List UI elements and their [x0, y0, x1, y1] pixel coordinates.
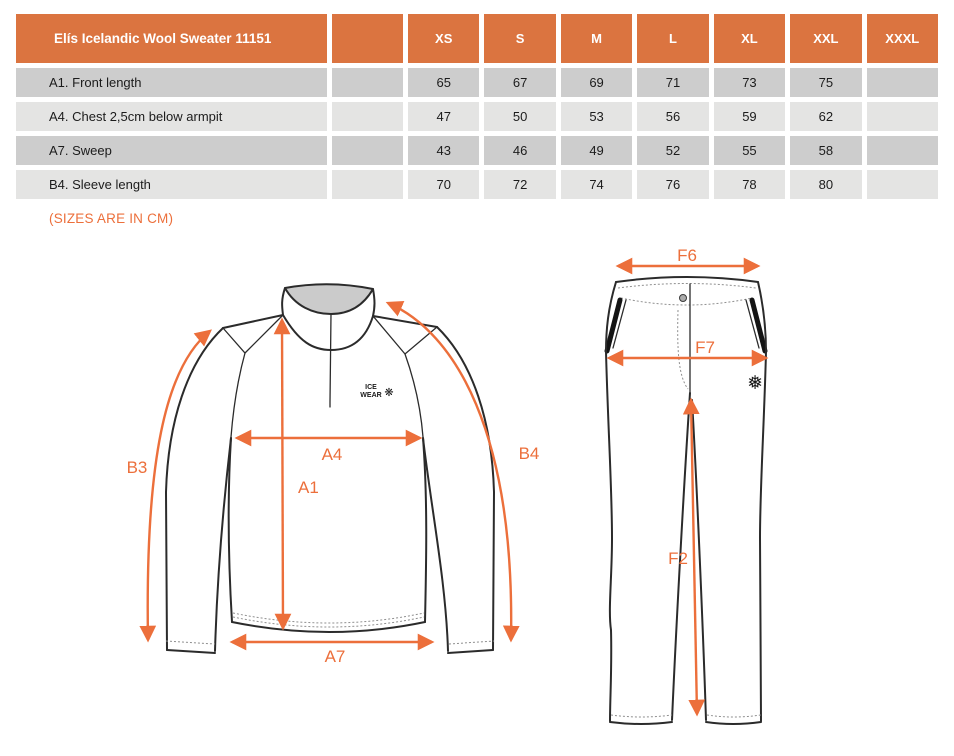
value-cell: 75 [790, 68, 861, 97]
pants-waistband [616, 277, 758, 305]
row-label-cell: A4. Chest 2,5cm below armpit [16, 102, 327, 131]
sweater-body [229, 438, 426, 632]
value-cell: 46 [484, 136, 555, 165]
value-cell: 65 [408, 68, 479, 97]
measurement-label-a7: A7 [324, 647, 346, 666]
sizes-unit-note: (SIZES ARE IN CM) [49, 211, 174, 226]
value-cell [867, 68, 938, 97]
measurement-label-a4: A4 [321, 445, 343, 464]
value-cell [867, 170, 938, 199]
value-cell: 70 [408, 170, 479, 199]
value-cell: 78 [714, 170, 785, 199]
value-cell: 50 [484, 102, 555, 131]
value-cell [867, 102, 938, 131]
sweater-diagram [105, 262, 565, 682]
collar-opening [285, 284, 373, 314]
measurement-arrow-a1 [282, 320, 283, 628]
value-cell: 52 [637, 136, 708, 165]
size-header-cell: L [637, 14, 708, 63]
row-label-cell: A7. Sweep [16, 136, 327, 165]
measurement-label-a1: A1 [298, 478, 319, 497]
value-cell: 58 [790, 136, 861, 165]
table-title: Elís Icelandic Wool Sweater 11151 [16, 14, 327, 63]
size-header-cell: XXXL [867, 14, 938, 63]
size-table [16, 14, 938, 199]
pants-snowflake-icon: ❅ [747, 372, 763, 394]
sweater-collar [282, 284, 374, 350]
value-cell: 59 [714, 102, 785, 131]
pants-pockets [607, 300, 765, 351]
logo-snowflake-icon: ❋ [384, 386, 394, 399]
measurement-arrow-b3 [148, 331, 210, 640]
value-cell: 56 [637, 102, 708, 131]
value-cell: 53 [561, 102, 632, 131]
measurement-label-b3: B3 [126, 458, 148, 477]
value-cell: 43 [408, 136, 479, 165]
value-cell: 74 [561, 170, 632, 199]
value-cell: 55 [714, 136, 785, 165]
value-cell: 69 [561, 68, 632, 97]
value-cell: 62 [790, 102, 861, 131]
row-spacer-cell [332, 136, 403, 165]
measurement-label-f2: F2 [668, 549, 688, 568]
size-header-cell: XS [408, 14, 479, 63]
waist-button [680, 295, 687, 302]
measurement-label-b4: B4 [518, 444, 540, 463]
row-label-cell: A1. Front length [16, 68, 327, 97]
size-header-cell: XL [714, 14, 785, 63]
value-cell: 49 [561, 136, 632, 165]
size-header-cell: S [484, 14, 555, 63]
sweater-measurements [127, 303, 540, 666]
row-label-cell: B4. Sleeve length [16, 170, 327, 199]
value-cell: 71 [637, 68, 708, 97]
value-cell [867, 136, 938, 165]
value-cell: 73 [714, 68, 785, 97]
measurement-label-f6: F6 [677, 248, 697, 265]
pants-measurements [609, 248, 766, 714]
value-cell: 80 [790, 170, 861, 199]
row-spacer-cell [332, 102, 403, 131]
row-spacer-cell [332, 170, 403, 199]
logo-text-top: ICE [365, 384, 377, 391]
size-header-cell: M [561, 14, 632, 63]
header-spacer-cell [332, 14, 403, 63]
zipper-line [330, 314, 331, 407]
value-cell: 72 [484, 170, 555, 199]
value-cell: 47 [408, 102, 479, 131]
measurement-label-f7: F7 [695, 338, 715, 357]
brand-logo [360, 384, 393, 399]
pants-diagram [585, 248, 805, 756]
row-spacer-cell [332, 68, 403, 97]
pants-legs [606, 282, 766, 724]
logo-text-bottom: WEAR [360, 392, 382, 399]
value-cell: 67 [484, 68, 555, 97]
value-cell: 76 [637, 170, 708, 199]
size-header-cell: XXL [790, 14, 861, 63]
